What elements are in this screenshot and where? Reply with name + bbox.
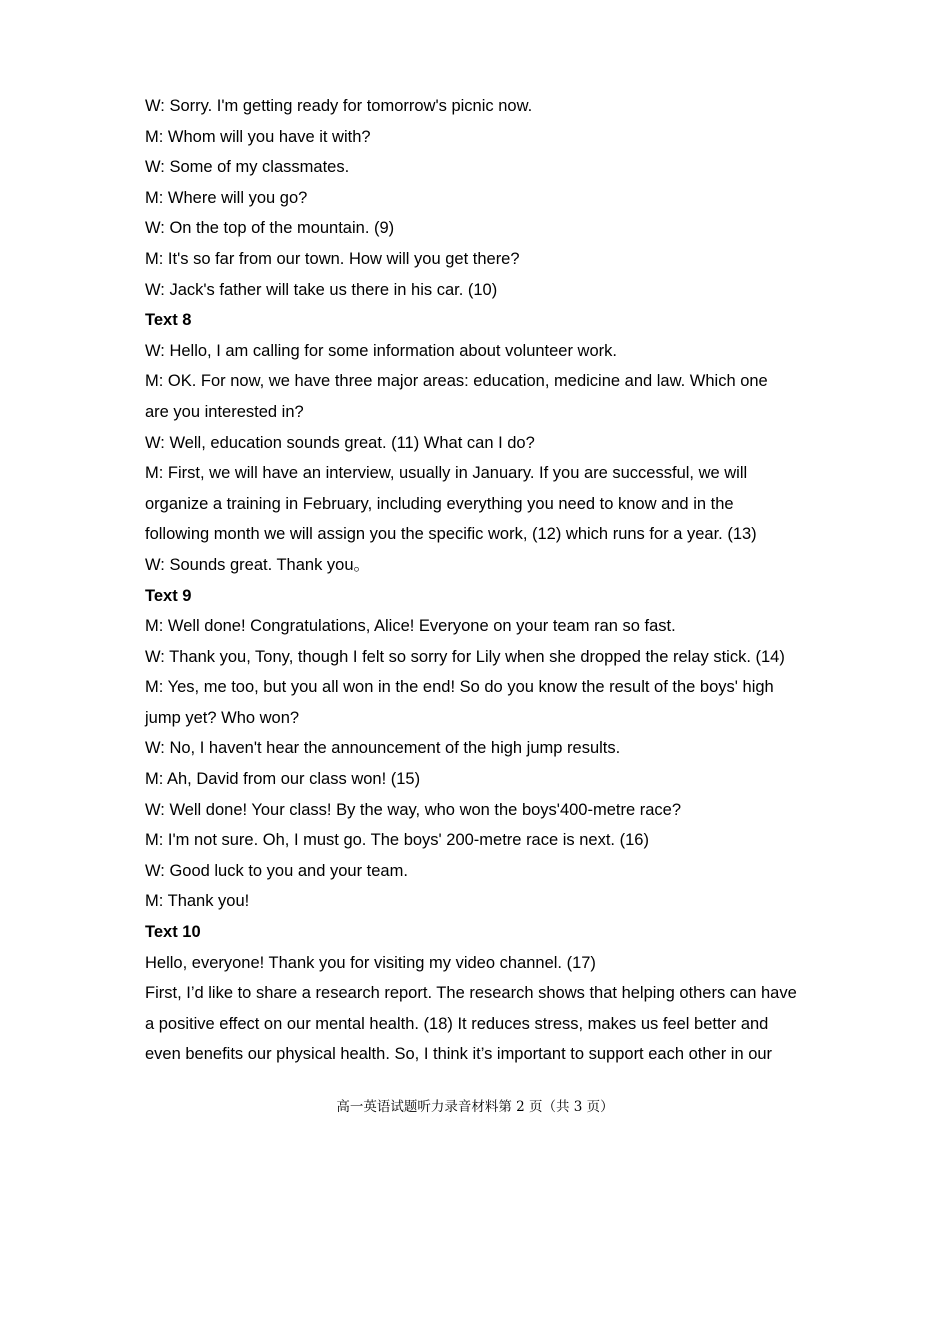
transcript-line: are you interested in? [145, 402, 304, 421]
transcript-line: W: Well, education sounds great. (11) What can I do? [145, 433, 535, 452]
transcript-line: even benefits our physical health. So, I think it’s important to support each other in our [145, 1045, 773, 1064]
transcript-line: M: Where will you go? [145, 188, 308, 207]
transcript-line: M: I'm not sure. Oh, I must go. The boys' 200-metre race is next. (16) [145, 831, 649, 850]
transcript-line: M: First, we will have an interview, usually in January. If you are successful, we will [145, 464, 748, 483]
transcript-line: M: OK. For now, we have three major areas: education, medicine and law. Which one [145, 372, 768, 391]
transcript-line: M: Yes, me too, but you all won in the end! So do you know the result of the boys' high [145, 678, 774, 697]
transcript-line: M: Thank you! [145, 892, 250, 911]
transcript-line: a positive effect on our mental health. (18) It reduces stress, makes us feel better and [145, 1014, 769, 1033]
transcript-line: following month we will assign you the specific work, (12) which runs for a year. (13) [145, 525, 757, 544]
transcript-line: M: Whom will you have it with? [145, 127, 371, 146]
transcript-line: W: Good luck to you and your team. [145, 861, 408, 880]
section-heading: Text 8 [145, 311, 192, 330]
page-footer: 高一英语试题听力录音材料第 2 页（共 3 页） [336, 1099, 614, 1115]
transcript-body [145, 91, 810, 1070]
transcript-line: W: No, I haven't hear the announcement of the high jump results. [145, 739, 621, 758]
transcript-line: M: Ah, David from our class won! (15) [145, 770, 421, 789]
transcript-line: W: Sorry. I'm getting ready for tomorrow's picnic now. [145, 97, 533, 115]
transcript-line: First, I’d like to share a research report. The research shows that helping others can have [145, 984, 797, 1003]
section-heading: Text 9 [145, 586, 192, 605]
transcript-line: W: Thank you, Tony, though I felt so sorry for Lily when she dropped the relay stick. (14) [145, 647, 785, 666]
transcript-line: W: Some of my classmates. [145, 158, 350, 177]
transcript-line: W: Jack's father will take us there in his car. (10) [145, 280, 498, 299]
transcript-line: M: Well done! Congratulations, Alice! Everyone on your team ran so fast. [145, 617, 676, 636]
transcript-line: organize a training in February, including everything you need to know and in the [145, 494, 734, 513]
transcript-line: W: Well done! Your class! By the way, who won the boys'400-metre race? [145, 800, 682, 819]
transcript-line: W: On the top of the mountain. (9) [145, 219, 395, 238]
transcript-line: W: Sounds great. Thank you。 [145, 555, 371, 574]
transcript-line: W: Hello, I am calling for some information about volunteer work. [145, 341, 617, 360]
transcript-line: M: It's so far from our town. How will you get there? [145, 249, 520, 268]
transcript-line: Hello, everyone! Thank you for visiting my video channel. (17) [145, 953, 596, 972]
transcript-line: jump yet? Who won? [145, 708, 300, 727]
section-heading: Text 10 [145, 923, 201, 942]
